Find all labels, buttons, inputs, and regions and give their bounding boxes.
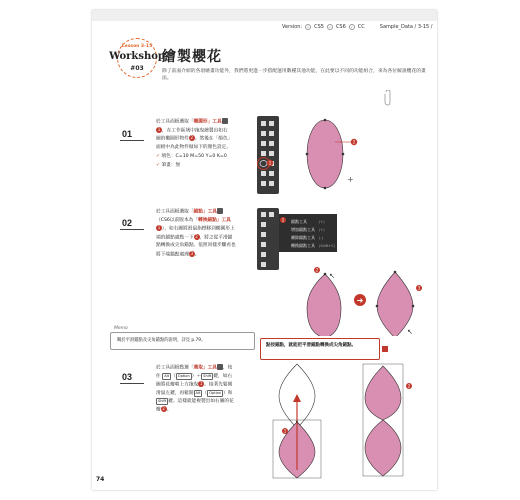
magic-wand-icon [261,222,266,227]
version-check-icon: ✓ [350,25,354,29]
step-3-figure [257,362,432,480]
tool-name: 轉換錨點」工具 [198,217,231,223]
text-segment: 鍵，如右圖將花瓣朝上方拖曳 [156,373,233,388]
toolbar-panel [257,208,279,270]
marker-label: 1 [283,428,287,434]
memo-label: Memo [114,326,128,331]
check-icon: ✓ [156,162,160,168]
step-2-text [156,208,236,259]
magic-wand-icon [261,131,266,136]
version-cs5: CS5 [314,24,324,30]
marker-icon: 1 [157,126,161,132]
text-segment: （ [202,390,208,396]
flyout-item-anchor[interactable]: 錨點工具 [291,219,307,224]
petal-copy [365,366,401,420]
marker-icon: 2 [190,135,194,141]
bullet-fill [156,153,232,161]
pencil-icon [261,171,266,176]
version-check-icon: ✓ [306,25,310,29]
text-segment: ）＋ [191,373,202,379]
check-icon: ✓ [156,154,160,160]
shortcut-key: (Shift+C) [319,244,336,248]
marker-icon: 2 [162,406,165,412]
eraser-icon [269,171,274,176]
marker-icon: 1 [157,224,161,230]
book-page [92,10,437,490]
type-tool-icon [261,242,266,247]
page-title: 繪製櫻花 [162,49,222,65]
pen-tool-icon [261,141,266,146]
line-tool-icon [269,151,274,156]
anchor-top [394,271,397,274]
version-cs6: CS6 [335,24,346,30]
anchor-cursor-icon: ↖ [329,272,335,280]
brush-icon [261,252,266,257]
shortcut-key: (-) [319,236,323,240]
marker-label: 3 [417,285,421,291]
petal-half-converted [307,274,341,336]
anchor-tool-icon [217,208,223,214]
marker-label: 2 [407,383,411,389]
step-2-figure [257,208,432,336]
marker-icon: 1 [199,380,203,386]
shortcut-key: (+) [319,220,325,224]
key-option: Option [177,373,190,378]
key-shift: Shift [158,398,167,403]
intro-text: 除了前面介紹的各項繪畫功能外，我們將更進一步搭配運用數種其他功能，在此要以不同的功能組合，來為各位解說櫻花的畫法。 [162,69,426,82]
lasso-icon [269,131,274,136]
anchor-right [342,153,345,156]
paperclip-icon [383,90,393,106]
text-segment: 於工具面板點選「 [156,365,194,371]
marker-label: 2 [352,139,356,145]
version-cc: CC [357,24,365,30]
anchor-bottom [324,187,327,190]
arrow-glyph: ➜ [356,296,364,305]
select-tool-icon [261,212,266,217]
text-segment: ，在工作區域中拖曳繪製出如右圖的橢圓形物件 [156,128,228,142]
top-stripe [92,10,437,21]
step-divider [120,140,144,141]
step-number: 02 [122,218,133,228]
pencil-icon [261,262,266,267]
text-segment: 鍵。這樣就能複製出如右圖的花瓣 [156,398,234,413]
ellipse-tool-icon [222,118,228,124]
anchor-left [376,305,379,308]
marker-icon: 3 [190,250,194,256]
text-segment: 。 [194,252,200,258]
text-segment: 於工具面板選取「 [156,209,194,215]
sample-file: Sample_Data / 3-15 / [379,24,433,30]
tool-name: 錨點」工具 [193,209,217,215]
toolbar-panel [257,116,279,194]
anchor-top [324,273,327,276]
marker-label: 2 [315,267,319,273]
arrow-head-icon [293,394,301,402]
flyout-item-add-anchor[interactable]: 增加錨點工具 [291,227,315,232]
type-tool-icon [261,151,266,156]
text-segment: ）和 [223,390,233,396]
step-number: 01 [122,129,133,139]
page-number: 74 [96,476,105,483]
shortcut-key: (+) [319,228,325,232]
text-segment: （ [171,373,176,379]
anchor-left [306,153,309,156]
pen-tool-icon [261,232,266,237]
text-segment: 。接著先鬆開滑鼠左鍵，再鬆開 [156,382,233,396]
direct-select-tool-icon [269,212,274,217]
marker-icon: 2 [195,233,198,239]
direct-select-tool-icon [269,121,274,126]
anchor-top [324,119,327,122]
fill-value: 填色：C=10 M=50 Y=0 K=0 [161,154,227,160]
text-segment: （CS6以前版本為「 [156,217,199,223]
workshop-badge [109,38,165,82]
step-3-text [156,364,236,415]
callout-tab [382,346,388,352]
step-number: 03 [122,372,133,382]
key-alt: Alt [195,390,201,395]
version-check-icon: ✓ [328,25,332,29]
text-segment: 於工具面板選取「 [156,119,194,125]
text-segment: ，按住 [156,365,233,379]
select-tool-icon [261,121,266,126]
flyout-item-convert-anchor[interactable]: 轉換錨點工具 [291,243,315,248]
text-segment: 。然後在「顏色」面板中為此物件做如下的顏色設定。 [156,136,232,151]
rotate-icon [261,181,266,186]
petal-original [365,420,401,476]
curvature-icon [269,141,274,146]
step-1-figure [257,116,427,196]
anchor-cursor-icon: ↖ [407,328,413,336]
bullet-stroke [156,162,232,170]
step-divider [120,229,144,230]
version-bar [282,24,432,30]
scale-icon [269,181,274,186]
flyout-item-delete-anchor[interactable]: 刪除錨點工具 [291,235,315,240]
text-segment: 。 [166,407,172,413]
petal-leaf-shape [377,272,413,336]
callout-box: 點按錨點，就能把平滑錨點轉換成尖角錨點。 [260,338,380,360]
anchor-right [412,305,415,308]
text-segment: ），如右圖將滑鼠指標移到橢圓形上端的錨點處點一下 [156,226,235,241]
version-label: Version: [282,24,303,30]
move-cursor-icon: ↖ [295,419,301,427]
text-segment: ，將之從平滑錨點轉換成尖角錨點。依照同樣步驟看也將下端錨點處理 [156,235,236,258]
memo-box: 關於平滑錨點及尖角錨點的說明，詳見 p.79。 [110,332,255,350]
tool-name: 選取」工具 [193,365,217,371]
key-alt: Alt [164,373,170,378]
step-divider [120,383,144,384]
step-1-text [156,118,232,170]
marker-label: 1 [268,160,272,166]
badge-number: #03 [130,65,144,72]
key-shift: Shift [203,373,212,378]
badge-workshop: Workshop [109,51,165,62]
tool-name: 橢圓形」工具 [193,119,222,125]
key-option: Option [209,390,222,395]
petal-ellipse [307,120,343,188]
badge-lesson: Lesson 3-15 [121,44,153,49]
crosshair-cursor-icon: + [347,175,354,184]
marker-label: 1 [281,217,285,223]
stroke-value: 筆畫：無 [161,162,181,168]
